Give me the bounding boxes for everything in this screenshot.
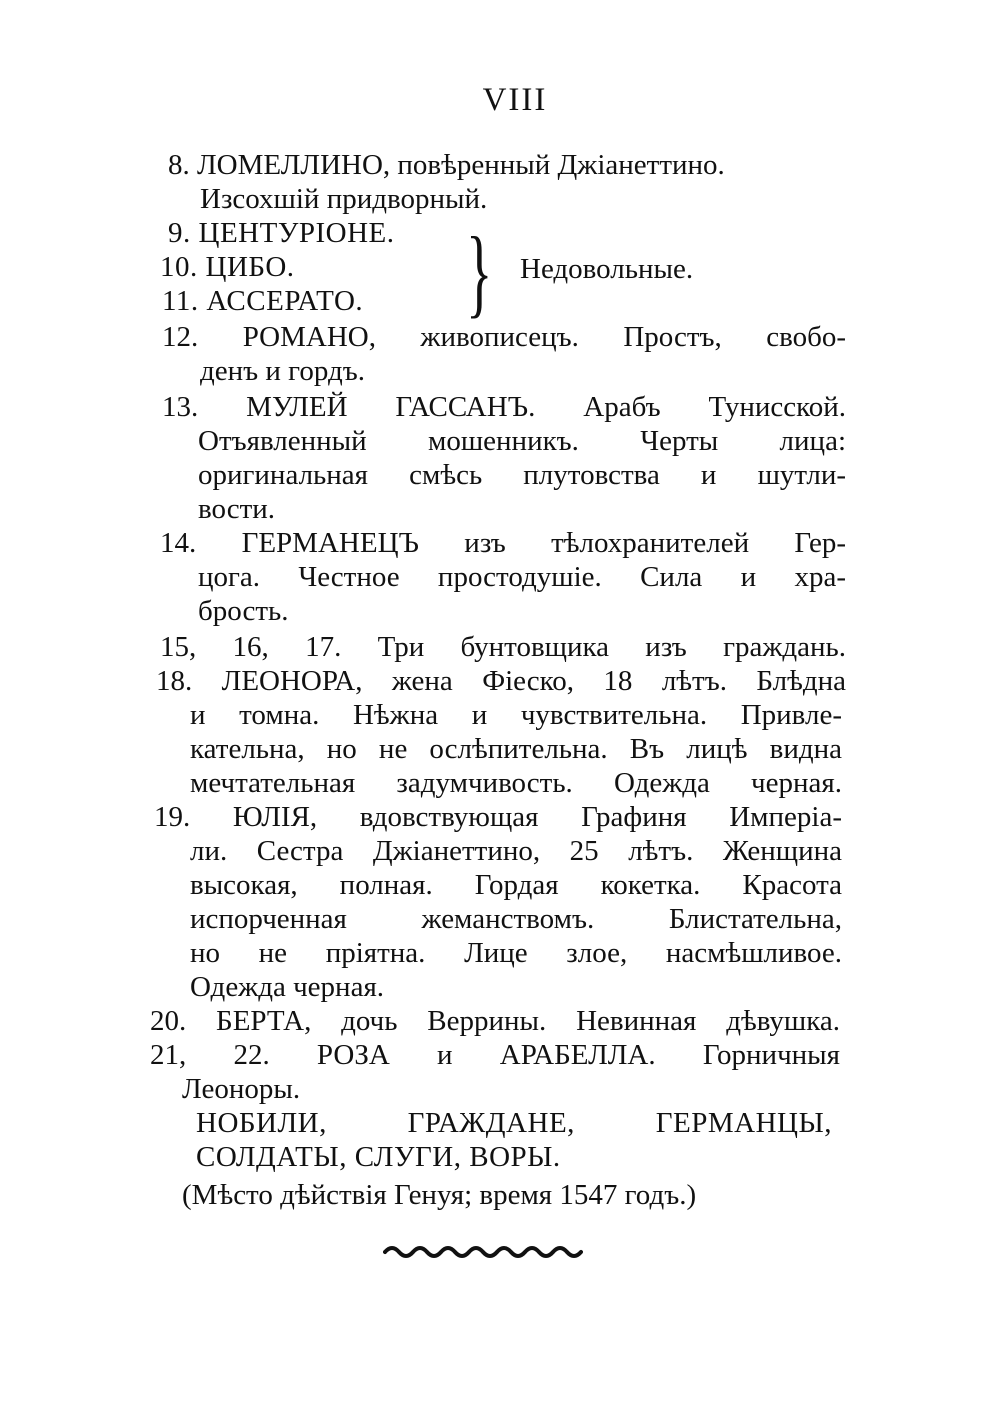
entry-14-line-2: цога. Честное простодушіе. Сила и хра- bbox=[198, 561, 846, 593]
entry-18-line-2: и томна. Нѣжна и чувствительна. Привле- bbox=[190, 699, 842, 731]
extras-line-2: СОЛДАТЫ, СЛУГИ, ВОРЫ. bbox=[196, 1141, 561, 1173]
entry-18-line-1: 18. ЛЕОНОРА, жена Фіеско, 18 лѣтъ. Блѣдна bbox=[156, 665, 846, 697]
entry-14-line-3: брость. bbox=[198, 595, 289, 627]
entry-8-line-1: 8. ЛОМЕЛЛИНО, повѣренный Джіанеттино. bbox=[168, 149, 725, 181]
entry-12-line-1: 12. РОМАНО, живописецъ. Простъ, свобо- bbox=[162, 321, 846, 353]
entry-19-line-1: 19. ЮЛІЯ, вдовствующая Графиня Имперіа- bbox=[154, 801, 842, 833]
entry-9: 9. ЦЕНТУРІОНЕ. bbox=[168, 217, 395, 249]
entry-13-line-3: оригинальная смѣсь плутовства и шутли- bbox=[198, 459, 846, 491]
entry-19-line-5: но не пріятна. Лице злое, насмѣшливое. bbox=[190, 937, 842, 969]
entry-19-line-6: Одежда черная. bbox=[190, 971, 385, 1003]
group-label: Недовольные. bbox=[520, 253, 694, 285]
entry-15-17: 15, 16, 17. Три бунтовщика изъ граждань. bbox=[160, 631, 846, 663]
entry-12-line-2: денъ и гордъ. bbox=[200, 355, 365, 387]
extras-line-1: НОБИЛИ, ГРАЖДАНЕ, ГЕРМАНЦЫ, bbox=[196, 1107, 832, 1139]
entry-13-line-2: Отъявленный мошенникъ. Черты лица: bbox=[198, 425, 846, 457]
curly-brace-icon: } bbox=[466, 216, 493, 327]
entry-13-line-4: вости. bbox=[198, 493, 276, 525]
entry-18-line-4: мечтательная задумчивость. Одежда черная. bbox=[190, 767, 842, 799]
entry-20: 20. БЕРТА, дочь Веррины. Невинная дѣвушка. bbox=[150, 1005, 840, 1037]
entry-19-line-3: высокая, полная. Гордая кокетка. Красота bbox=[190, 869, 842, 901]
page-number: VIII bbox=[482, 82, 548, 118]
entry-18-line-3: кательна, но не ослѣпительна. Въ лицѣ видна bbox=[190, 733, 842, 765]
entry-11: 11. АССЕРАТО. bbox=[162, 285, 364, 317]
entry-13-line-1: 13. МУЛЕЙ ГАССАНЪ. Арабъ Тунисской. bbox=[162, 391, 846, 423]
entry-8-line-2: Изсохшій придворный. bbox=[200, 183, 488, 215]
entry-19-line-2: ли. Сестра Джіанеттино, 25 лѣтъ. Женщина bbox=[190, 835, 842, 867]
wavy-ornament-icon bbox=[383, 1240, 583, 1260]
setting-note: (Мѣсто дѣйствія Генуя; время 1547 годъ.) bbox=[182, 1179, 697, 1211]
entry-14-line-1: 14. ГЕРМАНЕЦЪ изъ тѣлохранителей Гер- bbox=[160, 527, 846, 559]
entry-10: 10. ЦИБО. bbox=[160, 251, 295, 283]
entry-21-22-line-1: 21, 22. РОЗА и АРАБЕЛЛА. Горничныя bbox=[150, 1039, 840, 1071]
entry-19-line-4: испорченная жеманствомъ. Блистательна, bbox=[190, 903, 842, 935]
entry-21-22-line-2: Леоноры. bbox=[182, 1073, 301, 1105]
